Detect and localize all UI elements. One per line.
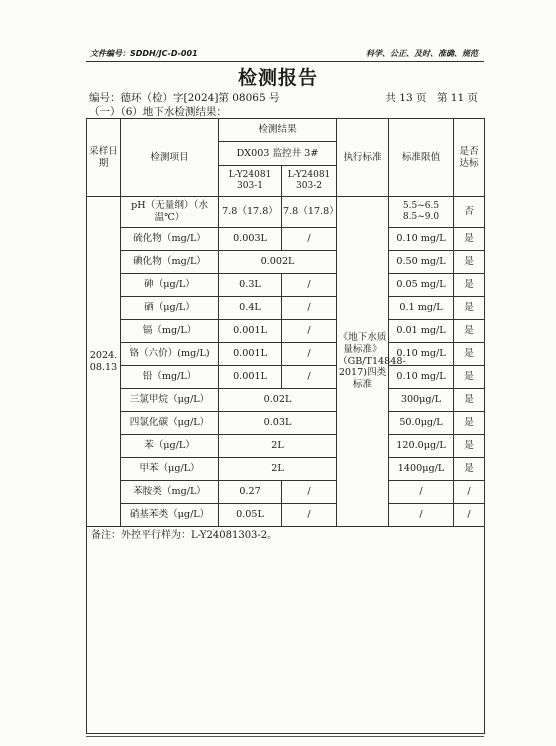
value-sample2: / [282,274,337,297]
pass-flag: 是 [454,435,485,458]
pass-flag: 是 [454,458,485,481]
file-number: 文件编号：SDDH/JC-D-001 [90,49,198,58]
header-sample-date: 采样日期 [87,119,121,197]
standard-limit: 50.0μg/L [389,412,454,435]
item-name: 砷（μg/L） [121,274,219,297]
value-sample1: 0.001L [219,343,282,366]
value-merged: 0.03L [219,412,337,435]
standard-limit: 0.50 mg/L [389,251,454,274]
remark-row [87,527,485,734]
header-row-1 [87,119,485,142]
header-sample2: L-Y24081 303-2 [282,166,337,197]
pass-flag: / [454,481,485,504]
header-results: 检测结果 [219,119,337,142]
item-name: 碘化物（mg/L） [121,251,219,274]
header-sample1: L-Y24081 303-1 [219,166,282,197]
header-motto: 科学、公正、及时、准确、规范 [366,49,478,58]
pass-flag: 是 [454,251,485,274]
value-sample1: 0.003L [219,228,282,251]
value-sample1: 0.001L [219,320,282,343]
table-row [87,251,485,274]
table-row [87,412,485,435]
table-row [87,320,485,343]
value-sample1: 0.27 [219,481,282,504]
table-row [87,366,485,389]
item-name: 苯（μg/L） [121,435,219,458]
item-name: 硫化物（mg/L） [121,228,219,251]
pass-flag: 是 [454,297,485,320]
report-number: 编号：德环（检）字[2024]第 08065 号 [89,92,280,104]
table-row [87,435,485,458]
header-point: DX003 监控井 3# [219,142,337,166]
sample-date: 2024. 08.13 [87,197,121,527]
value-sample2: / [282,481,337,504]
value-sample1: 0.05L [219,504,282,527]
item-name: 三氯甲烷（μg/L） [121,389,219,412]
table-row [87,297,485,320]
pass-flag: 是 [454,274,485,297]
results-table [86,118,485,734]
pass-flag: 是 [454,389,485,412]
table-row [87,458,485,481]
standard-limit: 0.05 mg/L [389,274,454,297]
item-name: 甲苯（μg/L） [121,458,219,481]
item-name: 铬（六价）(mg/L) [121,343,219,366]
item-name: 苯胺类（mg/L） [121,481,219,504]
report-title: 检测报告 [237,67,318,89]
value-sample2: / [282,297,337,320]
pass-flag: / [454,504,485,527]
header-limit: 标准限值 [389,119,454,197]
standard-limit: / [389,481,454,504]
remark: 备注：外控平行样为：L-Y24081303-2。 [87,527,485,734]
item-name: 镉（mg/L） [121,320,219,343]
value-merged: 0.02L [219,389,337,412]
section-heading: （一）（6）地下水检测结果： [89,106,227,118]
value-sample1: 7.8（17.8） [219,197,282,228]
value-sample1: 0.4L [219,297,282,320]
standard-limit: 5.5~6.5 8.5~9.0 [389,197,454,228]
standard-limit: 0.10 mg/L [389,228,454,251]
table-row [87,343,485,366]
standard-limit: 0.10 mg/L [389,343,454,366]
value-sample1: 0.3L [219,274,282,297]
standard-limit: 120.0μg/L [389,435,454,458]
standard-limit: / [389,504,454,527]
table-row [87,389,485,412]
value-sample2: / [282,320,337,343]
pass-flag: 是 [454,412,485,435]
value-sample2: / [282,504,337,527]
page-info: 共 13 页 第 11 页 [385,92,478,104]
header-pass: 是否达标 [454,119,485,197]
table-row [87,228,485,251]
bottom-rule [86,736,484,737]
standard-limit: 0.1 mg/L [389,297,454,320]
standard-name: 《地下水质量标准》（GB/T14848-2017)四类标准 [337,197,389,527]
header-rule [86,61,484,62]
pass-flag: 是 [454,320,485,343]
table-row [87,197,485,228]
item-name: 硝基苯类（μg/L） [121,504,219,527]
value-sample2: 7.8（17.8） [282,197,337,228]
value-merged: 2L [219,435,337,458]
item-name: 铅（mg/L） [121,366,219,389]
pass-flag: 否 [454,197,485,228]
standard-limit: 0.10 mg/L [389,366,454,389]
table-row [87,481,485,504]
value-merged: 2L [219,458,337,481]
header-standard: 执行标准 [337,119,389,197]
value-sample1: 0.001L [219,366,282,389]
value-sample2: / [282,228,337,251]
standard-limit: 1400μg/L [389,458,454,481]
header-item: 检测项目 [121,119,219,197]
standard-limit: 0.01 mg/L [389,320,454,343]
pass-flag: 是 [454,343,485,366]
table-row [87,274,485,297]
pass-flag: 是 [454,228,485,251]
item-name: 硒（μg/L） [121,297,219,320]
table-row [87,504,485,527]
pass-flag: 是 [454,366,485,389]
value-sample2: / [282,343,337,366]
value-sample2: / [282,366,337,389]
item-name: 四氯化碳（μg/L） [121,412,219,435]
value-merged: 0.002L [219,251,337,274]
item-name: pH（无量纲）（水温℃） [121,197,219,228]
standard-limit: 300μg/L [389,389,454,412]
